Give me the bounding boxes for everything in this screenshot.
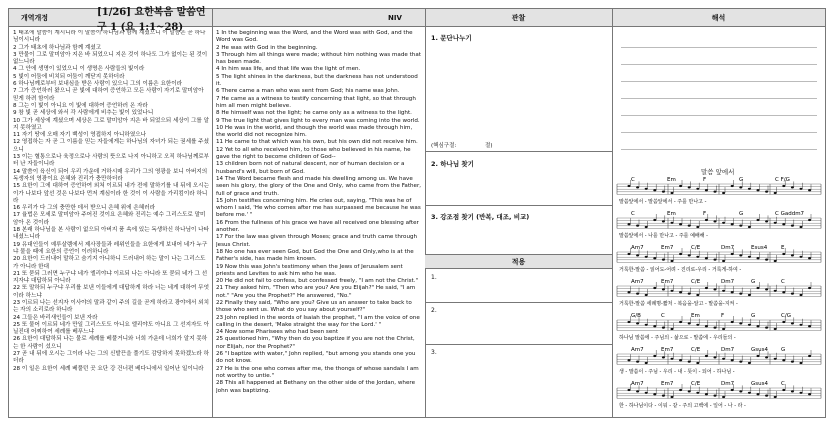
verse: 12 영접하는 자 곧 그 이름을 믿는 자들에게는 하나님의 자녀가 되는 권세를 주셨으니 [13,139,209,153]
note-head [791,186,794,188]
verse: 15 요한이 그에 대하여 증언하여 외쳐 이르되 내가 전에 말하기를 내 뒤에 오시는 이가 나보다 앞선 것은 나보다 먼저 계심이라 한 것이 이 사람을 가리킴이라 하니라 [13,183,209,204]
chord-label: C/G [781,313,791,319]
chord-label: C [781,279,785,285]
note-head [748,188,751,190]
verse: 10 그가 세상에 계셨으며 세상은 그로 말미암아 지은 바 되었으되 세상이 그를 알지 못하였고 [13,117,209,131]
note-head [782,185,785,187]
verse: 22 Finally they said, "Who are you? Give us an answer to take back to those who sent us. What do you say about yourself?" [216,299,412,314]
note-head [800,392,803,394]
note-head [808,219,811,221]
chord-label: C [661,313,665,319]
note-head [722,358,725,360]
verse: 5 빛이 어둠에 비치되 어둠이 깨닫지 못하더라 [13,73,125,80]
lyric-line: 한 - 하나님이다 - 이워 - 같 - 주의 고백에 - 일어 - 나 - 라 - [619,403,746,409]
chord-label: G [739,211,744,217]
chord-label: Em [691,313,700,319]
verse: 15 John testifies concerning him. He cries out, saying, "This was he of whom I said, 'He who comes after me has surpassed me because he was before me.' " [216,197,421,219]
note-head [714,191,717,193]
note-head [696,392,699,394]
note-head [800,362,803,364]
ruled-line [621,64,817,65]
note-head [628,291,631,293]
note-head [722,328,725,330]
note-head [800,256,803,258]
chord-label: Em7 [661,279,674,285]
note-head [765,356,768,358]
chord-label: Em [667,211,676,217]
lyric-line: 하나님 말씀에 - 주님의 - 삶으로 - 말씀에 - 우리들의 - [619,335,736,341]
note-head [653,287,656,289]
note-head [628,321,631,323]
note-head [653,393,656,395]
note-head [757,257,760,259]
note-head [688,361,691,363]
note-head [688,225,691,227]
verse: 23 John replied in the words of Isaiah the prophet, "I am the voice of one calling in the desert, 'Make straight the way for the Lord.' " [216,314,420,328]
label-revised-version: 개역개정 [21,13,49,22]
verse: 23 이르되 나는 선지자 이사야의 말과 같이 주의 길을 곧게 하라고 광야에서 외치는 자의 소리로라 하니라 [13,299,209,314]
note-head [653,189,656,191]
chord-label: G [751,313,756,319]
note-head [671,358,674,360]
table-frame [8,8,826,418]
observe-find-god-label: 2. 하나님 찾기 [431,160,474,168]
note-head [739,293,742,295]
chord-label: C [631,177,635,183]
note-head [748,392,751,394]
chord-label: C [631,211,635,217]
note-head [808,287,811,289]
note-head [696,256,699,258]
note-head [714,356,717,358]
verse: 14 The Word became flesh and made his dwelling among us. We have seen his glory, the glory of the One and Only, who came from the Father, full of grace and truth. [216,175,422,197]
note-head [739,390,742,392]
note-head [782,389,785,391]
divider [425,151,612,152]
divider [212,9,213,417]
verse: 16 우리가 다 그의 충만한 데서 받으니 은혜 위에 은혜러라 [13,205,155,212]
note-head [688,293,691,295]
note-head [662,356,665,358]
note-head [722,290,725,292]
note-head [714,288,717,290]
observe-paragraph-label: 1. 문단나누기 [431,34,472,42]
lyric-line: 거룩한-말씀 - 읽어도-어려 - 진리로-우리 - 거룩게-하여 - [619,267,742,273]
note-head [628,359,631,361]
korean-text-column [13,30,210,416]
note-head [774,396,777,398]
note-head [722,260,725,262]
ruled-line [621,47,817,48]
verse: 28 This all happened at Bethany on the other side of the Jordan, where John was baptizing. [216,380,416,394]
verse: 2 He was with God in the beginning. [216,44,318,51]
verse: 17 For the law was given through Moses; grace and truth came through Jesus Christ. [216,234,418,248]
page-title: [1/26] 요한복음 말씀연구 1 (요 1:1~28) [97,6,206,33]
verse: 1 In the beginning was the Word, and the Word was with God, and the Word was God. [216,30,413,44]
note-head [628,253,631,255]
verse: 20 요한이 드러내어 말하고 숨기지 아니하니 드러내어 하는 말이 나는 그리스도가 아니라 한대 [13,256,206,270]
verse: 11 He came to that which was his own, but his own did not receive him. [216,139,418,146]
verse: 10 He was in the world, and though the world was made through him, the world did not recognize him. [216,124,413,139]
verse: 28 이 일은 요한이 세례 베풀던 곳 요단 강 건너편 베다니에서 일어난 일이니라 [13,365,204,372]
note-head [731,359,734,361]
note-head [679,291,682,293]
note-head [653,219,656,221]
note-head [671,328,674,330]
verse: 1 태초에 말씀이 계시니라 이 말씀이 하나님과 함께 계셨으니 이 말씀은 곧 하나님이시니라 [13,30,206,44]
note-head [705,287,708,289]
note-head [722,192,725,194]
note-head [765,259,768,261]
chord-label: Dm7 [721,245,735,251]
verse: 12 Yet to all who received him, to those who believed in his name, he gave the right to become children of God-- [216,146,411,161]
note-head [757,189,760,191]
chord-label: Am7 [631,347,644,353]
apply-item-2: 2. [431,307,437,314]
chord-label: Em [667,177,676,183]
chord-label: G/B [631,313,641,319]
note-head [739,225,742,227]
verse: 21 또 묻되 그러면 누구냐 네가 엘리야냐 이르되 나는 아니라 또 묻되 네가 그 선지자냐 대답하되 아니라 [13,270,208,285]
verse: 13 children born not of natural descent, nor of human decision or a husband's will, but born of God. [216,161,405,175]
verse: 9 The true light that gives light to every man was coming into the world. [216,117,420,124]
chord-label: Gsus4 [751,381,768,387]
note-head [765,288,768,290]
verse: 3 Through him all things were made; without him nothing was made that has been made. [216,51,421,66]
note-head [705,219,708,221]
note-head [800,294,803,296]
verse: 8 그는 이 빛이 아니요 이 빛에 대하여 증언하러 온 자라 [13,102,148,109]
lyric-line: 말씀앞에서 - 나를 만나고 - 주를 예배해 - [619,233,708,239]
note-head [705,257,708,259]
chord-label: F [703,177,707,183]
note-head [757,393,760,395]
apply-item-3: 3. [431,349,437,356]
note-head [774,192,777,194]
note-head [731,321,734,323]
note-head [800,324,803,326]
verse: 19 Now this was John's testimony when the Jews of Jerusalem sent priests and Levites to ask him who he was. [216,263,403,277]
chord-label: Esus4 [751,245,768,251]
note-head [765,220,768,222]
verse: 16 From the fullness of his grace we have all received one blessing after another. [216,219,419,234]
label-interpret: 해석 [711,13,726,22]
note-head [671,396,674,398]
note-head [757,355,760,357]
note-head [782,321,785,323]
note-head [774,222,777,224]
divider [425,344,612,345]
note-head [662,191,665,193]
chord-label: Em7 [661,381,674,387]
note-head [662,220,665,222]
note-head [714,327,717,329]
verse: 18 No one has ever seen God, but God the One and Only,who is at the Father's side, has made him known. [216,248,414,263]
note-head [731,291,734,293]
chord-label: G [751,279,756,285]
verse: 13 이는 혈통으로나 육정으로나 사람의 뜻으로 나지 아니하고 오직 하나님께로부터 난 자들이니라 [13,154,210,168]
ruled-line [621,98,817,99]
label-apply: 적용 [511,257,526,266]
note-head [645,188,648,190]
chord-label: G [781,347,786,353]
header-interpret [612,9,825,27]
note-head [731,253,734,255]
note-head [782,253,785,255]
note-head [688,390,691,392]
chord-label: Dm7 [721,347,735,353]
verse: 19 유대인들이 예루살렘에서 제사장들과 레위인들을 요한에게 보내어 네가 누구냐 물을 때에 요한의 증언이 이러하니라 [13,241,208,255]
note-head [765,395,768,397]
note-head [679,359,682,361]
lyric-line: 말씀앞에서 - 말씀앞에서 - 주를 만나고 - [619,199,707,205]
note-head [662,259,665,261]
note-head [679,389,682,391]
header-niv [212,9,425,27]
note-head [662,288,665,290]
note-head [679,185,682,187]
verse: 4 In him was life, and that life was the light of men. [216,66,361,73]
chord-label: Em7 [661,347,674,353]
note-head [774,358,777,360]
chord-label: Dm7 [721,279,735,285]
song-score [615,175,823,417]
note-head [800,226,803,228]
note-head [696,362,699,364]
note-head [645,226,648,228]
verse: 27 곧 내 뒤에 오시는 그이라 나는 그의 신발끈을 풀기도 감당하지 못하겠노라 하더라 [13,351,209,365]
header-observe [425,9,612,27]
note-head [791,293,794,295]
verse: 3 만물이 그로 말미암아 지은 바 되었으니 지은 것이 하나도 그가 없이는 된 것이 없느니라 [13,51,208,66]
label-observe: 관찰 [511,13,526,22]
verse: 4 그 안에 생명이 있었으니 이 생명은 사람들의 빛이라 [13,66,145,73]
note-head [636,322,639,324]
note-head [705,325,708,327]
niv-text-column [216,30,423,416]
note-head [645,294,648,296]
note-head [705,189,708,191]
verse: 7 He came as a witness to testify concerning that light, so that through him all men might believe. [216,95,416,109]
note-head [679,321,682,323]
note-head [791,390,794,392]
note-head [696,226,699,228]
note-head [628,185,631,187]
note-head [645,362,648,364]
verse: 26 "I baptize with water," John replied, "but among you stands one you do not know. [216,351,416,365]
verse: 27 He is the one who comes after me, the thongs of whose sandals I am not worthy to untie." [216,365,419,379]
verse: 26 요한이 대답하되 나는 물로 세례를 베풀거니와 너희 가운데 너희가 알지 못하는 한 사람이 섰으니 [13,336,208,350]
verse: 14 말씀이 육신이 되어 우리 가운데 거하시매 우리가 그의 영광을 보니 아버지의 독생자의 영광이요 은혜와 진리가 충만하더라 [13,168,208,182]
verse: 18 본래 하나님을 본 사람이 없으되 아버지 품 속에 있는 독생하신 하나님이 나타내셨느니라 [13,227,209,241]
note-head [636,361,639,363]
verse: 24 Now some Pharisees who had been sent [216,329,339,336]
chord-label: F [721,313,725,319]
key-verse-label: (핵심구절: [431,143,457,149]
note-head [653,325,656,327]
note-head [636,225,639,227]
note-head [808,355,811,357]
note-head [636,254,639,256]
note-head [748,362,751,364]
note-head [791,361,794,363]
note-head [671,290,674,292]
note-head [757,219,760,221]
note-head [653,355,656,357]
note-head [645,392,648,394]
note-head [774,290,777,292]
apply-item-1: 1. [431,274,437,281]
note-head [636,390,639,392]
verse: 9 참 빛 곧 세상에 와서 각 사람에게 비추는 빛이 있었나니 [13,110,154,117]
chord-label: Am7 [631,381,644,387]
note-head [757,325,760,327]
chord-label: Gsus4 [751,347,768,353]
chord-label: C/E [691,245,701,251]
note-head [774,328,777,330]
note-head [757,287,760,289]
verse: 22 또 말하되 누구냐 우리를 보낸 이들에게 대답하게 하라 너는 네게 대하여 무엇이라 하느냐 [13,285,209,299]
note-head [688,322,691,324]
lyric-line: 생 - 말씀이 - 주님 - 우리 - 내 - 뜻이 - 되어 - 하나님 - [619,369,735,375]
observe-emphasis-label: 3. 강조점 찾기 (반복, 대조, 비교) [431,213,530,221]
note-head [653,257,656,259]
chord-label: C F/G [775,177,790,183]
note-head [808,257,811,259]
chord-label: E [781,245,785,251]
verse: 2 그가 태초에 하나님과 함께 계셨고 [13,44,102,51]
note-head [800,188,803,190]
note-head [645,324,648,326]
note-head [722,396,725,398]
note-head [696,188,699,190]
note-head [748,256,751,258]
verse: 24 그들은 바리새인들이 보낸 자라 [13,314,98,321]
note-head [671,260,674,262]
verse: 17 율법은 모세로 말미암아 주어진 것이요 은혜와 진리는 예수 그리스도로 말미암아 온 것이라 [13,212,206,226]
note-head [714,395,717,397]
note-head [688,254,691,256]
chord-label: F [703,211,707,217]
verse: 11 자기 땅에 오매 자기 백성이 영접하지 아니하였으나 [13,132,147,139]
note-head [739,186,742,188]
lyric-line: 거룩한-말씀 세례명-짧처 - 복음을-알고 - 말씀을-지켜 - [619,301,738,307]
ruled-line [621,81,817,82]
note-head [696,324,699,326]
note-head [739,361,742,363]
note-head [748,294,751,296]
chord-label: G [739,177,744,183]
note-head [782,291,785,293]
note-head [714,220,717,222]
note-head [636,186,639,188]
header-apply [425,255,612,269]
note-head [671,192,674,194]
note-head [662,327,665,329]
chord-label: Am7 [631,245,644,251]
note-head [628,223,631,225]
ruled-line [621,115,817,116]
chord-label: Am7 [631,279,644,285]
note-head [748,226,751,228]
note-head [714,259,717,261]
song-title: 말씀 앞에서 [701,168,735,176]
note-head [791,322,794,324]
note-head [765,191,768,193]
chord-label: C/E [691,347,701,353]
divider [425,302,612,303]
chord-label: Dm7 [721,381,735,387]
note-head [808,325,811,327]
note-head [765,327,768,329]
note-head [808,189,811,191]
chord-label: C/E [691,381,701,387]
verse: 5 The light shines in the darkness, but the darkness has not understood it. [216,73,418,88]
note-head [731,389,734,391]
note-head [739,254,742,256]
divider [612,9,613,417]
ruled-line [621,132,817,133]
note-head [662,395,665,397]
note-head [705,393,708,395]
note-head [722,222,725,224]
note-head [782,359,785,361]
header-korean [9,6,212,33]
label-niv: NIV [388,13,402,22]
ruled-line [621,149,817,150]
note-head [731,185,734,187]
note-head [645,256,648,258]
note-head [791,254,794,256]
note-head [808,393,811,395]
note-head [731,223,734,225]
verse: 25 questioned him, "Why then do you baptize if you are not the Christ, nor Elijah, nor the Prophet?" [216,336,415,350]
note-head [679,253,682,255]
note-head [688,186,691,188]
note-head [774,260,777,262]
verse: 6 하나님께로부터 보내심을 받은 사람이 있으니 그의 이름은 요한이라 [13,81,183,88]
verse: 6 There came a man who was sent from God; his name was John. [216,88,400,95]
chord-label: C Gaddm7 [775,211,805,217]
verse: 25 또 물어 이르되 네가 만일 그리스도도 아니요 엘리야도 아니요 그 선지자도 아닐진대 어찌하여 세례를 베푸느냐 [13,321,209,336]
note-head [782,223,785,225]
verse: 21 They asked him, "Then who are you? Are you Elijah?" He said, "I am not." "Are you the Prophet?" He answered, "No." [216,285,416,299]
key-verse-end: 절) [485,143,493,149]
divider [425,9,426,417]
note-head [636,293,639,295]
divider [425,205,612,206]
chord-label: C/E [691,279,701,285]
chord-label: Em7 [661,245,674,251]
note-head [705,355,708,357]
note-head [679,223,682,225]
note-head [628,389,631,391]
verse: 20 He did not fail to confess, but confessed freely, "I am not the Christ." [216,278,419,285]
chord-label: C [781,381,785,387]
verse: 7 그가 증언하러 왔으니 곧 빛에 대하여 증언하고 모든 사람이 자기로 말미암아 믿게 하려 함이라 [13,88,204,102]
note-head [748,324,751,326]
note-head [696,294,699,296]
note-head [791,225,794,227]
verse: 8 He himself was not the light; he came only as a witness to the light. [216,110,412,117]
note-head [739,322,742,324]
note-head [671,222,674,224]
